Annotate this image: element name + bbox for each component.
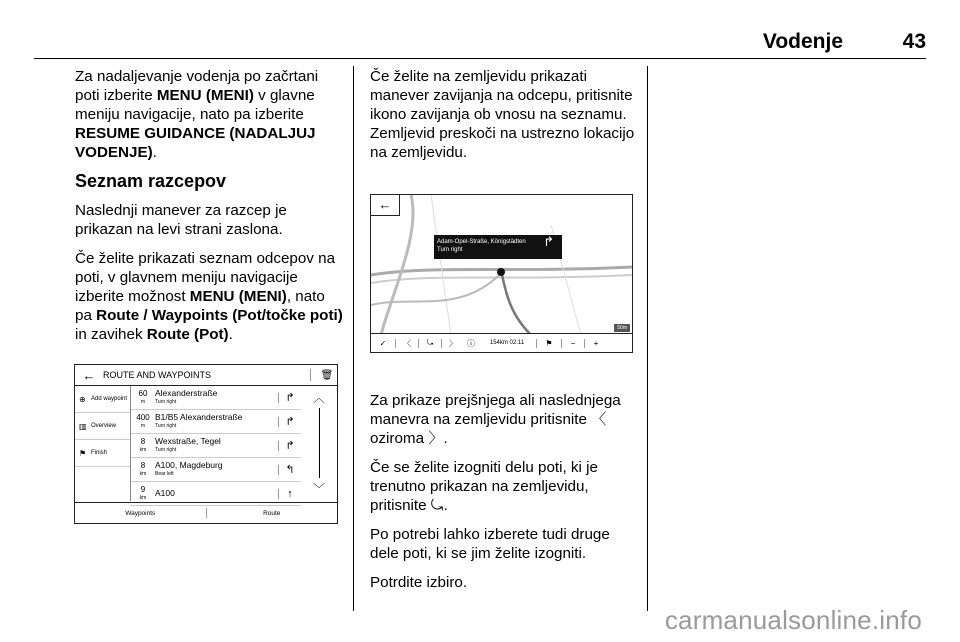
avoid-paragraph: Če se želite izogniti delu poti, ki je trenutno prikazan na zemljevidu, pritisnite ⤿. [370,459,598,514]
maneuver-tooltip: Adam-Opel-Straße, Königstädten Turn right ↱ [434,235,562,259]
prev-next-paragraph: Za prikaze prejšnjega ali naslednjega manevra na zemljevidu pritisnite 〈 oziroma 〉. [370,392,621,447]
route-side-menu [75,386,131,501]
finish-flag-icon: ⚑ [79,448,87,458]
route-row[interactable]: 9 km A100 ↑ [131,482,301,506]
add-waypoint-button[interactable]: ⊕ Add waypoint [75,386,130,413]
left-column [75,67,343,354]
route-summary: 154km 02:11 [489,340,525,346]
zoom-in-icon[interactable]: + [593,338,599,348]
turn-right-icon[interactable]: ↱ [285,416,295,428]
overview-icon: ▥ [79,421,87,431]
route-screen-title: ROUTE AND WAYPOINTS [103,370,212,380]
info-icon[interactable]: ⓘ [467,338,475,348]
right-column-top [370,67,636,172]
turn-icon-paragraph: Če želite na zemljevidu prikazati manever zavijanja na odcepu, pritisnite ikono zavijanja ob vnosu na seznamu. Zemljevid preskoči na ustrezno lokacijo na zemljevidu. [370,68,635,161]
previous-chevron-icon[interactable]: 〈 [403,338,411,348]
route-row[interactable]: 8 km Wexstraße, Tegel Turn right ↱ [131,434,301,458]
header-rule [34,58,926,59]
right-column-bottom [370,391,638,602]
map-roads [371,195,632,352]
page-title: Vodenje [762,30,843,53]
route-row[interactable]: 400 m B1/B5 Alexanderstraße Turn right ↱ [131,410,301,434]
route-row[interactable]: 8 km A100, Magdeburg Bear left ↰ [131,458,301,482]
scroll-down-icon[interactable]: ﹀ [312,482,325,496]
scroll-track [319,408,320,478]
column-divider-right [647,66,648,611]
avoid-section-icon: ⤿ [430,497,444,514]
next-chevron-icon: 〉 [428,430,444,447]
turn-right-icon: ↱ [543,234,554,249]
route-row[interactable]: 60 m Alexanderstraße Turn right ↱ [131,386,301,410]
add-waypoint-icon: ⊕ [79,394,86,404]
previous-chevron-icon: 〈 [591,411,607,428]
map-toolbar [371,333,632,352]
zoom-out-icon[interactable]: − [570,338,576,348]
trash-icon[interactable]: 🗑 [320,369,334,381]
column-divider-left [353,66,354,611]
map-back-arrow-icon[interactable]: ← [371,195,400,216]
back-arrow-icon[interactable]: ← [82,367,96,383]
overview-button[interactable]: ▥ Overview [75,413,130,440]
bear-left-icon[interactable]: ↰ [285,464,295,476]
next-manoeuvre-paragraph: Naslednji manever za razcep je prikazan na levi strani zaslona. [75,202,287,238]
confirm-check-icon[interactable]: ✓ [379,338,387,348]
turn-right-icon[interactable]: ↱ [285,392,295,404]
avoid-section-icon[interactable]: ⤿ [426,338,434,347]
list-paragraph: Če želite prikazati seznam odcepov na poti, v glavnem meniju navigacije izberite možnost MENU (MENI), nato pa Route / Waypoints (Pot/točke poti) in zavihek Route (Pot). [75,250,343,343]
confirm-paragraph: Potrdite izbiro. [370,574,468,591]
destination-flag-icon[interactable]: ⚑ [545,338,553,348]
finish-button[interactable]: ⚑ Finish [75,440,130,467]
resume-paragraph: Za nadaljevanje vodenja po začrtani poti izberite MENU (MENI) v glavne meniju navigacije, nato pa izberite RESUME GUIDANCE (NADALJUJ VODENJE). [75,68,319,161]
scroll-up-icon[interactable]: ︿ [312,391,325,405]
next-chevron-icon[interactable]: 〉 [449,338,457,348]
route-tabs [75,502,337,523]
other-sections-paragraph: Po potrebi lahko izberete tudi druge dele poti, ki se jim želite izogniti. [370,526,610,562]
route-screen-header [75,365,337,386]
header-separator [310,369,311,381]
tab-route[interactable]: Route [263,509,281,517]
map-scale: 50m [614,324,630,332]
route-waypoints-screen [74,364,338,524]
map-screen [370,194,633,353]
section-heading: Seznam razcepov [75,171,227,191]
turn-right-icon[interactable]: ↱ [285,440,295,452]
page-number: 43 [902,30,926,53]
straight-arrow-icon[interactable]: ↑ [287,487,293,500]
list-scrollbar[interactable] [307,389,331,499]
tab-waypoints[interactable]: Waypoints [125,509,156,517]
watermark: carmanualsonline.info [664,605,922,635]
route-list [131,386,301,501]
